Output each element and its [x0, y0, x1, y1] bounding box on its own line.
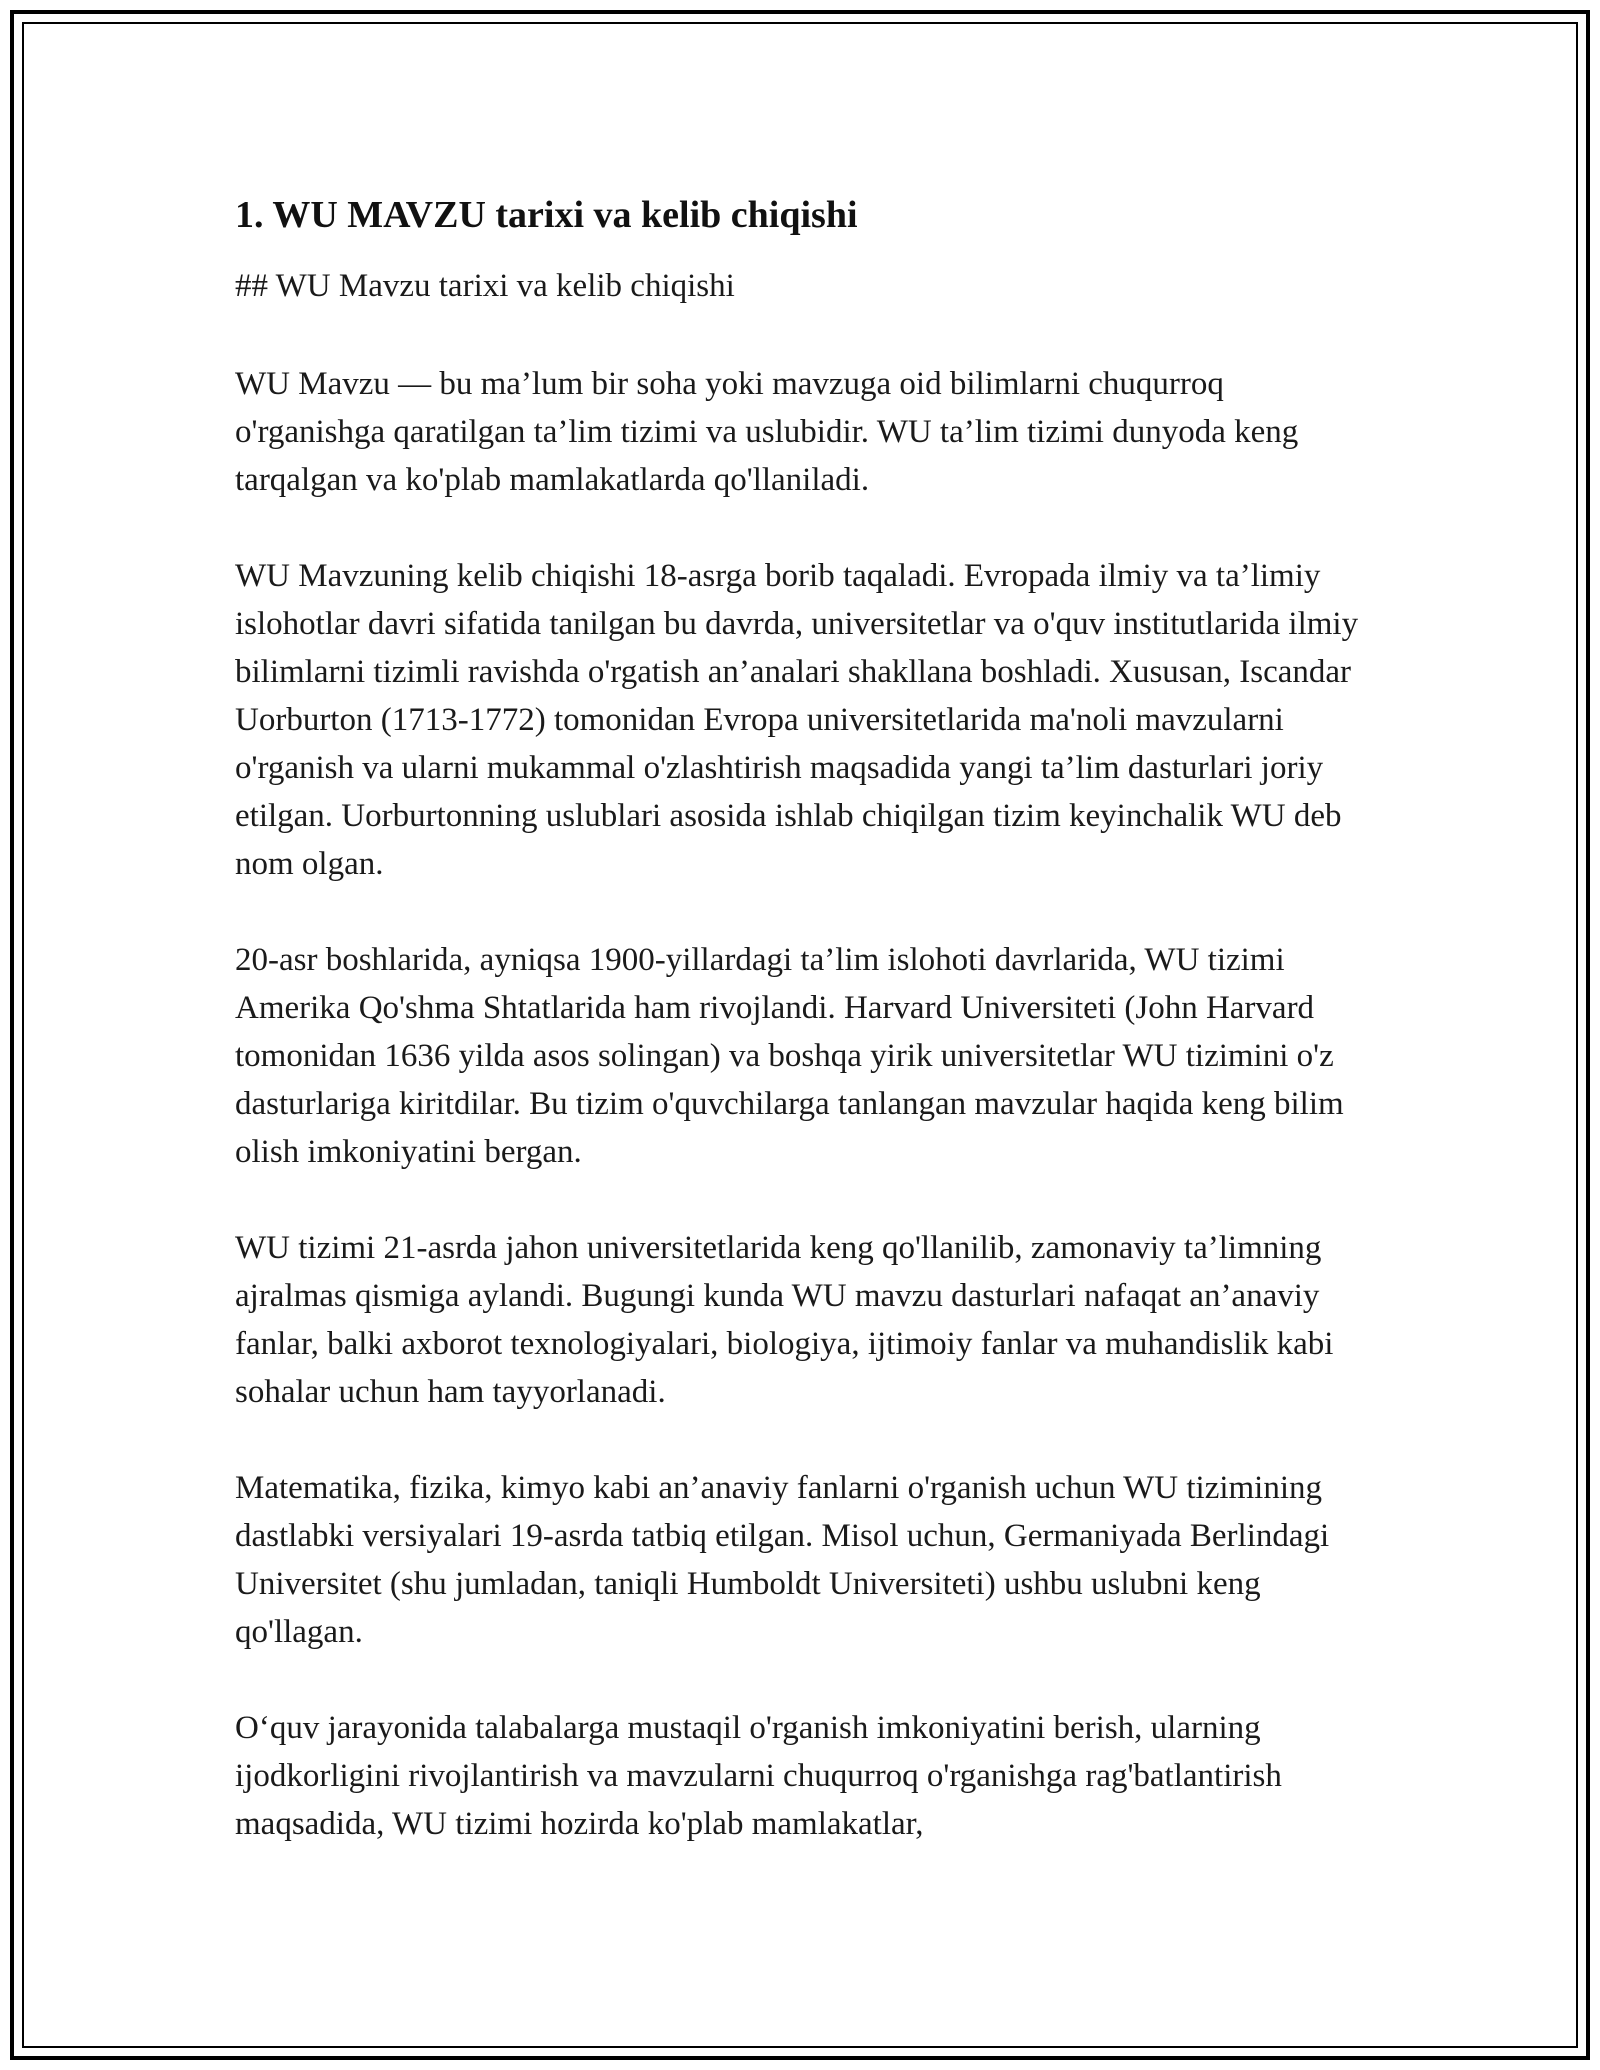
paragraph-5: Matematika, fizika, kimyo kabi an’anaviy fanlarni o'rganish uchun WU tizimining dastlabki versiyalari 19-asrda tatbiq etilgan. Misol uchun, Germaniyada Berlindagi Universitet (shu jumladan, taniqli Humboldt Universiteti) ushbu uslubni keng qo'llagan. — [235, 1470, 1330, 1650]
paragraph-1: WU Mavzu — bu ma’lum bir soha yoki mavzuga oid bilimlarni chuqurroq o'rganishga qaratilgan ta’lim tizimi va uslubidir. WU ta’lim tizimi dunyoda keng tarqalgan va ko'plab mamlakatlarda qo'llaniladi. — [235, 366, 1299, 498]
paragraph-6: O‘quv jarayonida talabalarga mustaqil o'rganish imkoniyatini berish, ularning ijodkorligini rivojlantirish va mavzularni chuqurroq o'rganishga rag'batlantirish maqsadida, WU tizimi hozirda ko'plab mamlakatlar, — [235, 1710, 1282, 1842]
paragraph-4: WU tizimi 21-asrda jahon universitetlarida keng qo'llanilib, zamonaviy ta’limning ajralmas qismiga aylandi. Bugungi kunda WU mavzu dasturlari nafaqat an’anaviy fanlar, balki axborot texnologiyalari, biologiya, ijtimoiy fanlar va muhandislik kabi sohalar uchun ham tayyorlanadi. — [235, 1230, 1334, 1410]
document-title: 1. WU MAVZU tarixi va kelib chiqishi — [235, 194, 858, 236]
document-body — [235, 190, 1365, 1896]
paragraph-2: WU Mavzuning kelib chiqishi 18-asrga borib taqaladi. Evropada ilmiy va ta’limiy islohotlar davri sifatida tanilgan bu davrda, universitetlar va o'quv institutlarida ilmiy bilimlarni tizimli ravishda o'rgatish an’analari shakllana boshladi. Xususan, Iscandar Uorburton (1713-1772) tomonidan Evropa universitetlarida ma'noli mavzularni o'rganish va ularni mukammal o'zlashtirish maqsadida yangi ta’lim dasturlari joriy etilgan. Uorburtonning uslublari asosida ishlab chiqilgan tizim keyinchalik WU deb nom olgan. — [235, 558, 1359, 882]
paragraph-3: 20-asr boshlarida, ayniqsa 1900-yillardagi ta’lim islohoti davrlarida, WU tizimi Amerika Qo'shma Shtatlarida ham rivojlandi. Harvard Universiteti (John Harvard tomonidan 1636 yilda asos solingan) va boshqa yirik universitetlar WU tizimini o'z dasturlariga kiritdilar. Bu tizim o'quvchilarga tanlangan mavzular haqida keng bilim olish imkoniyatini bergan. — [235, 942, 1344, 1170]
section-subheading: ## WU Mavzu tarixi va kelib chiqishi — [235, 268, 735, 304]
